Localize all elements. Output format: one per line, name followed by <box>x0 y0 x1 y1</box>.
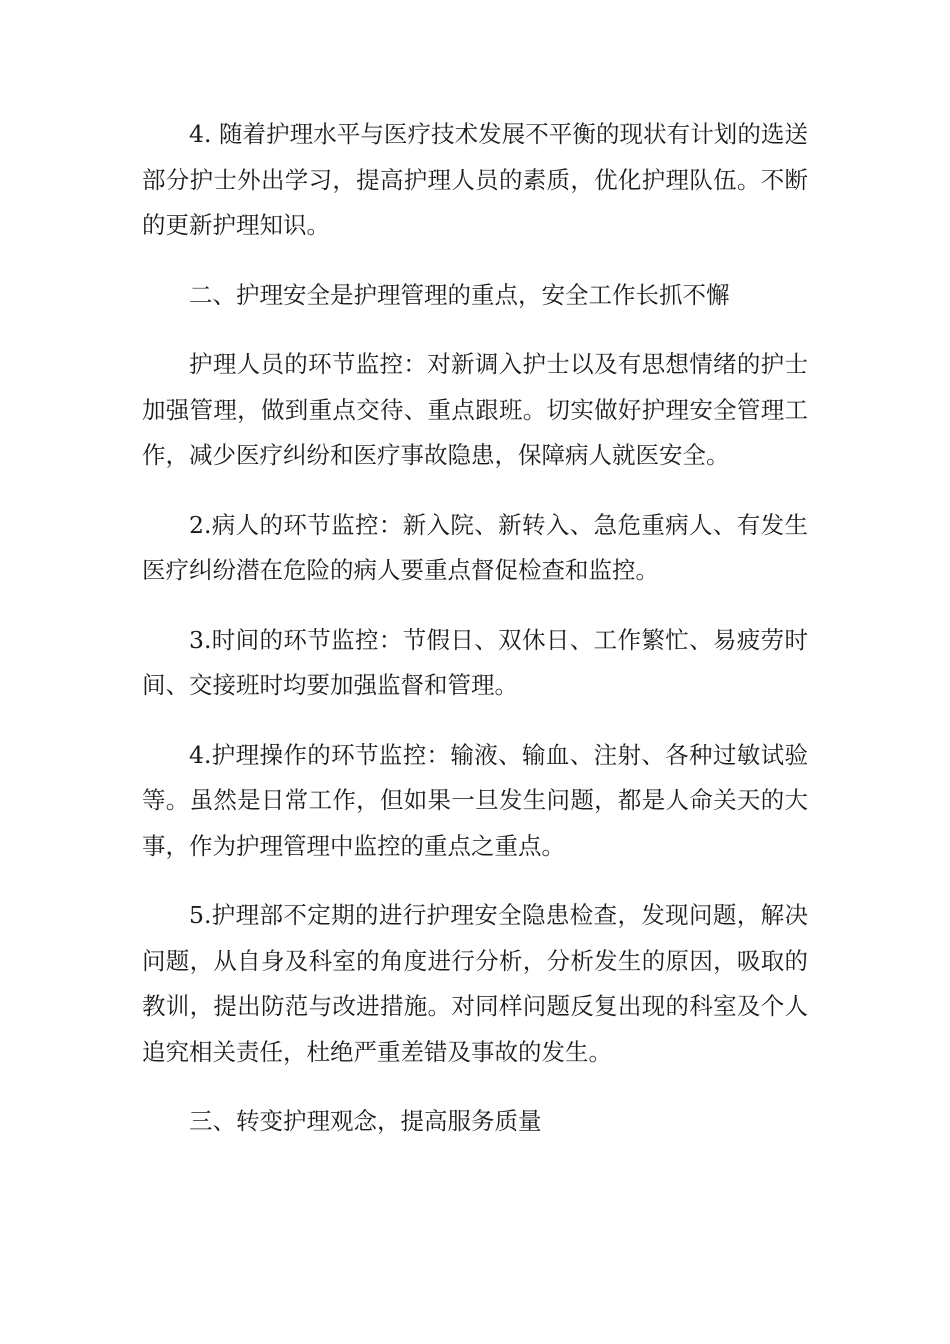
paragraph-time-monitoring: 3.时间的环节监控：节假日、双休日、工作繁忙、易疲劳时间、交接班时均要加强监督和管理。 <box>142 625 808 699</box>
section-heading-safety: 二、护理安全是护理管理的重点，安全工作长抓不懈 <box>189 280 730 309</box>
section-heading-service: 三、转变护理观念，提高服务质量 <box>189 1107 542 1135</box>
paragraph-training: 4. 随着护理水平与医疗技术发展不平衡的现状有计划的选送部分护士外出学习，提高护理人员的素质，优化护理队伍。不断的更新护理知识。 <box>142 120 808 239</box>
document-body <box>142 112 808 1145</box>
paragraph-patient-monitoring: 2.病人的环节监控：新入院、新转入、急危重病人、有发生医疗纠纷潜在危险的病人要重点督促检查和监控。 <box>142 510 808 584</box>
paragraph-operation-monitoring: 4.护理操作的环节监控：输液、输血、注射、各种过敏试验等。虽然是日常工作，但如果一旦发生问题，都是人命关天的大事，作为护理管理中监控的重点之重点。 <box>142 740 808 860</box>
paragraph-staff-monitoring: 护理人员的环节监控：对新调入护士以及有思想情绪的护士加强管理，做到重点交待、重点跟班。切实做好护理安全管理工作，减少医疗纠纷和医疗事故隐患，保障病人就医安全。 <box>142 350 808 469</box>
paragraph-safety-inspection: 5.护理部不定期的进行护理安全隐患检查，发现问题，解决问题，从自身及科室的角度进行分析，分析发生的原因，吸取的教训，提出防范与改进措施。对同样问题反复出现的科室及个人追究相关责任，杜绝严重差错及事故的发生。 <box>142 901 808 1066</box>
